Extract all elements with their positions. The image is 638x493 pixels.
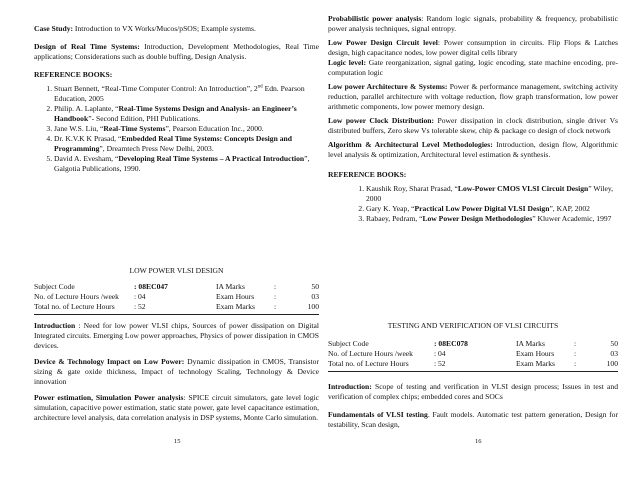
testing-intro-paragraph: Introduction: Scope of testing and verification in VLSI design process; Issues in test and verification of complex chips; embedded cores and SOCs (328, 381, 618, 401)
page-number-right: 16 (475, 438, 482, 445)
design-text: Introduction, Development Methodologies, Real Time applications; Considerations such as double buffing, Design Analysis. (34, 42, 319, 62)
list-item: 2. Philip. A. Laplante, “Real-Time Systems Design and Analysis- an Engineer’s Handbook”- Second Edition, PHI Publications. (54, 104, 319, 124)
course-title: LOW POWER VLSI DESIGN (129, 266, 224, 275)
case-study-paragraph (34, 24, 319, 34)
table-row: Subject Code : 08EC047 IA Marks : 50 (34, 282, 319, 292)
right-page (328, 14, 618, 224)
algorithm-paragraph: Algorithm & Architectural Level Methodologies: Introduction, design flow, Algorithmic level analysis & optimization, Architectural level estimation & synthesis. (328, 140, 618, 160)
device-tech-paragraph: Device & Technology Impact on Low Power: Dynamic dissipation in CMOS, Transistor sizing & gate oxide thickness, Impact of technology Scaling, Technology & Device innovation (34, 356, 319, 386)
reference-heading: REFERENCE BOOKS: (34, 70, 113, 80)
list-item: 3. Jane W.S. Liu, “Real-Time Systems”, Pearson Education Inc., 2000. (54, 124, 319, 134)
reference-heading: REFERENCE BOOKS: (328, 170, 407, 180)
design-paragraph (34, 42, 319, 62)
list-item: 5. David A. Evesham, “Developing Real Time Systems – A Practical Introduction”, Galgotia Publications, 1990. (54, 154, 319, 174)
course-title: TESTING AND VERIFICATION OF VLSI CIRCUITS (387, 321, 559, 330)
course-meta-table (328, 339, 618, 372)
case-study-label: Case Study: (34, 24, 74, 33)
course-meta-table (34, 282, 319, 315)
clock-paragraph: Low power Clock Distribution: Power dissipation in clock distribution, single driver Vs distributed buffers, Zero skew Vs tolerable skew, chip & package co design of clock network (328, 116, 619, 136)
architecture-paragraph: Low power Architecture & Systems: Power & performance management, switching activity reduction, parallel architecture with voltage reduction, flow graph transformation, low power arithmetic components, low power memory design. (328, 82, 618, 112)
right-course-block (328, 321, 618, 430)
probabilistic-paragraph: Probabilistic power analysis: Random logic signals, probability & frequency, probabilistic power analysis techniques, signal entropy. (328, 14, 618, 34)
table-row: No. of Lecture Hours /week : 04 Exam Hours : 03 (34, 291, 319, 301)
left-reference-list (34, 84, 319, 174)
fundamentals-paragraph: Fundamentals of VLSI testing. Fault models. Automatic test pattern generation, Design for testability, Scan design, (328, 409, 619, 429)
table-row: Total no. of Lecture Hours : 52 Exam Marks : 100 (328, 359, 618, 371)
left-course-block (34, 266, 319, 423)
list-item: 1. Kaushik Roy, Sharat Prasad, “Low-Power CMOS VLSI Circuit Design” Wiley, 2000 (366, 184, 618, 204)
case-study-text: Introduction to VX Works/Mucos/pSOS; Example systems. (73, 24, 256, 33)
list-item: 1. Stuart Bennett, “Real-Time Computer Control: An Introduction”, 2nd Edn. Pearson Education, 2005 (54, 84, 319, 104)
logic-level-paragraph: Logic level: Gate reorganization, signal gating, logic encoding, state machine encoding, pre-computation logic (328, 58, 619, 78)
design-label: Design of Real Time Systems: (34, 42, 140, 52)
list-item: 3. Rabaey, Pedram, “Low Power Design Methodologies” Kluwer Academic, 1997 (366, 214, 618, 224)
table-row: Subject Code : 08EC078 IA Marks : 50 (328, 339, 618, 349)
list-item: 2. Gary K. Yeap, “Practical Low Power Digital VLSI Design”, KAP, 2002 (366, 204, 618, 214)
intro-paragraph: Introduction : Need for low power VLSI chips, Sources of power dissipation on Digital Integrated circuits. Emerging Low power approaches, Physics of power dissipation in CMOS devices. (34, 320, 319, 350)
page-number-left: 15 (174, 438, 181, 445)
circuit-level-paragraph: Low Power Design Circuit level: Power consumption in circuits. Flip Flops & Latches design, high capacitance nodes, low power digital cells library (328, 38, 618, 58)
power-estimation-paragraph: Power estimation, Simulation Power analysis: SPICE circuit simulators, gate level logic simulation, capacitive power estimation, static state power, gate level capacitance estimation, architecture level analysis, data correlation analysis in DSP systems, Monte Carlo simulation. (34, 392, 319, 422)
right-reference-list (328, 184, 618, 224)
table-row: No. of Lecture Hours /week : 04 Exam Hours : 03 (328, 348, 618, 358)
left-page (34, 24, 319, 174)
table-row: Total no. of Lecture Hours : 52 Exam Marks : 100 (34, 302, 319, 314)
list-item: 4. Dr. K.V.K K Prasad, “Embedded Real Time Systems: Concepts Design and Programming”, Dreamtech Press New Delhi, 2003. (54, 134, 319, 154)
